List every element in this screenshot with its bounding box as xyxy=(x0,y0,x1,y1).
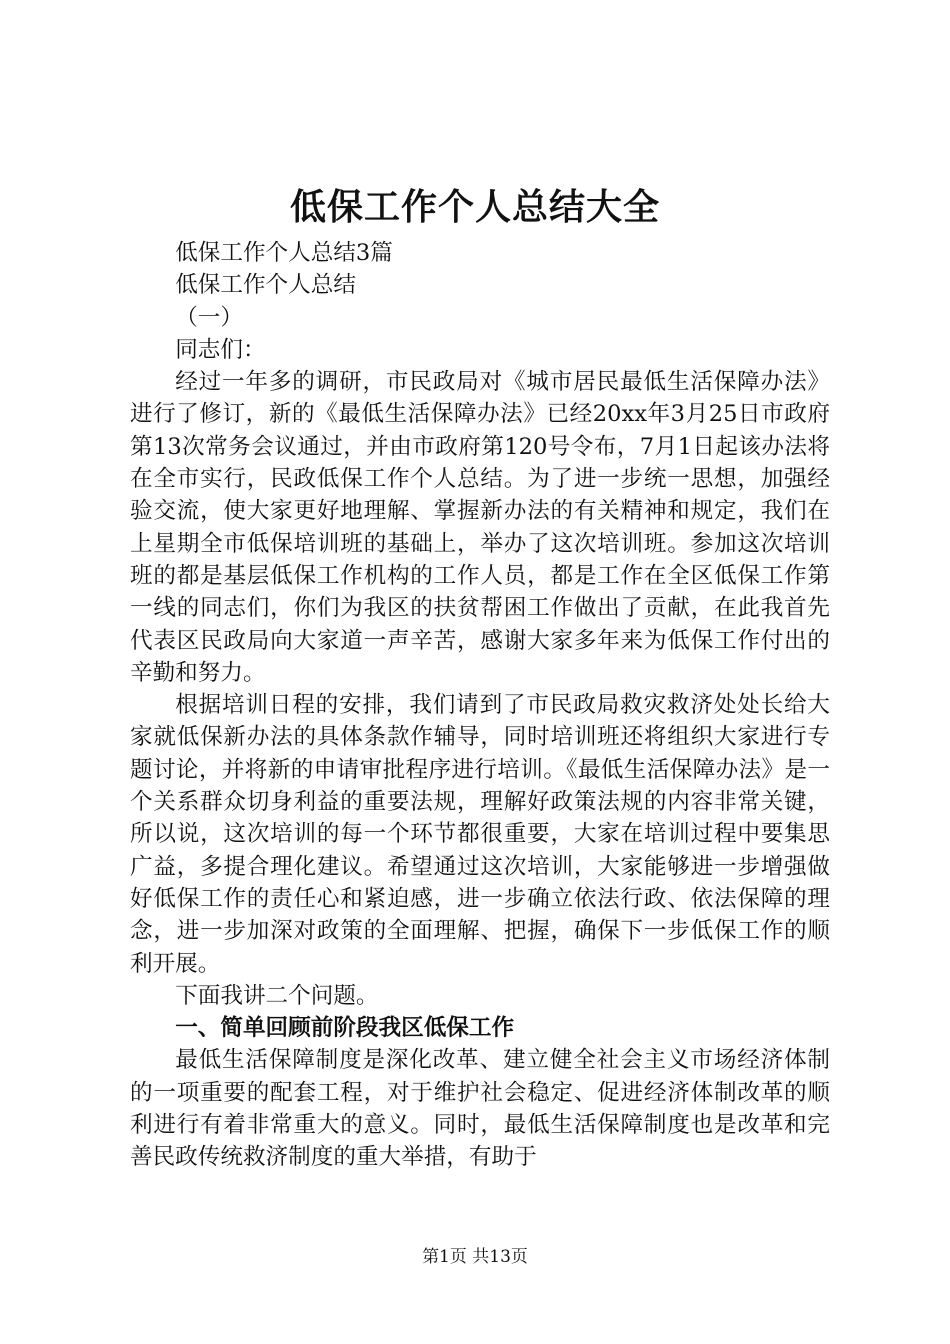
paragraph-subtitle: 低保工作个人总结3篇 xyxy=(175,240,393,266)
paragraph-part-number: （一） xyxy=(175,304,243,331)
document-body xyxy=(130,237,830,1174)
paragraph-section-title: 低保工作个人总结 xyxy=(175,272,356,299)
page-footer: 第1页 共13页 xyxy=(422,1247,528,1267)
paragraph-body: 根据培训日程的安排，我们请到了市民政局救灾救济处处长给大家就低保新办法的具体条款作辅导，同时培训班还将组织大家进行专题讨论，并将新的申请审批程序进行培训。《最低生活保障办法》是一个关系群众切身利益的重要法规，理解好政策法规的内容非常关键，所以说，这次培训的每一个环节都很重要，大家在培训过程中要集思广益，多提合理化建议。希望通过这次培训，大家能够进一步增强做好低保工作的责任心和紧迫感，进一步确立依法行政、依法保障的理念，进一步加深对政策的全面理解、把握，确保下一步低保工作的顺利开展。 xyxy=(130,692,830,977)
paragraph-body: 最低生活保障制度是深化改革、建立健全社会主义市场经济体制的一项重要的配套工程，对于维护社会稳定、促进经济体制改革的顺利进行有着非常重大的意义。同时，最低生活保障制度也是改革和完善民政传统救济制度的重大举措，有助于 xyxy=(130,1047,830,1171)
paragraph-body: 经过一年多的调研，市民政局对《城市居民最低生活保障办法》进行了修订，新的《最低生活保障办法》已经20xx年3月25日市政府第13次常务会议通过，并由市政府第120号令布，7月1日起该办法将在全市实行，民政低保工作个人总结。为了进一步统一思想，加强经验交流，使大家更好地理解、掌握新办法的有关精神和规定，我们在上星期全市低保培训班的基础上，举办了这次培训班。参加这次培训班的都是基层低保工作机构的工作人员，都是工作在全区低保工作第一线的同志们，你们为我区的扶贫帮困工作做出了贡献，在此我首先代表区民政局向大家道一声辛苦，感谢大家多年来为低保工作付出的辛勤和努力。 xyxy=(130,369,830,686)
paragraph-salutation: 同志们： xyxy=(175,336,266,363)
document-title: 低保工作个人总结大全 xyxy=(289,187,660,228)
section-heading: 一、简单回顾前阶段我区低保工作 xyxy=(175,1015,515,1042)
paragraph-body: 下面我讲二个问题。 xyxy=(175,982,379,1009)
